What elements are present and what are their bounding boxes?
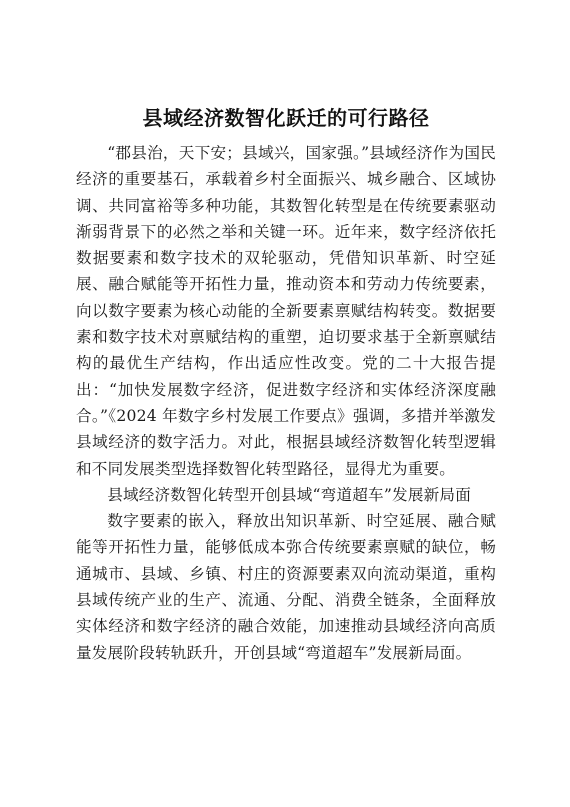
section-heading: 县域经济数智化转型开创县域“弯道超车”发展新局面	[107, 485, 471, 504]
section-paragraph: 数字要素的嵌入，释放出知识革新、时空延展、融合赋能等开拓性力量，能够低成本弥合传统要素禀赋的缺位，畅通城市、县域、乡镇、村庄的资源要素双向流动渠道，重构县域传统产业的生产、流通、分配、消费全链条，全面释放实体经济和数字经济的融合效能，加速推动县域经济向高质量发展阶段转轨跃升，开创县域“弯道超车”发展新局面。	[76, 512, 496, 662]
intro-paragraph: “郡县治，天下安；县域兴，国家强。”县域经济作为国民经济的重要基石，承载着乡村全面振兴、城乡融合、区域协调、共同富裕等多种功能，其数智化转型是在传统要素驱动渐弱背景下的必然之举和关键一环。近年来，数字经济依托数据要素和数字技术的双轮驱动，凭借知识革新、时空延展、融合赋能等开拓性力量，推动资本和劳动力传统要素，向以数字要素为核心动能的全新要素禀赋结构转变。数据要素和数字技术对禀赋结构的重塑，迫切要求基于全新禀赋结构的最优生产结构，作出适应性改变。党的二十大报告提出：“加快发展数字经济，促进数字经济和实体经济深度融合。”《2024 年数字乡村发展工作要点》强调，多措并举激发县域经济的数字活力。对此，根据县域经济数智化转型逻辑和不同发展类型选择数智化转型路径，显得尤为重要。	[76, 144, 496, 478]
document-page	[76, 104, 496, 666]
article-title: 县域经济数智化跃迁的可行路径	[142, 106, 430, 130]
